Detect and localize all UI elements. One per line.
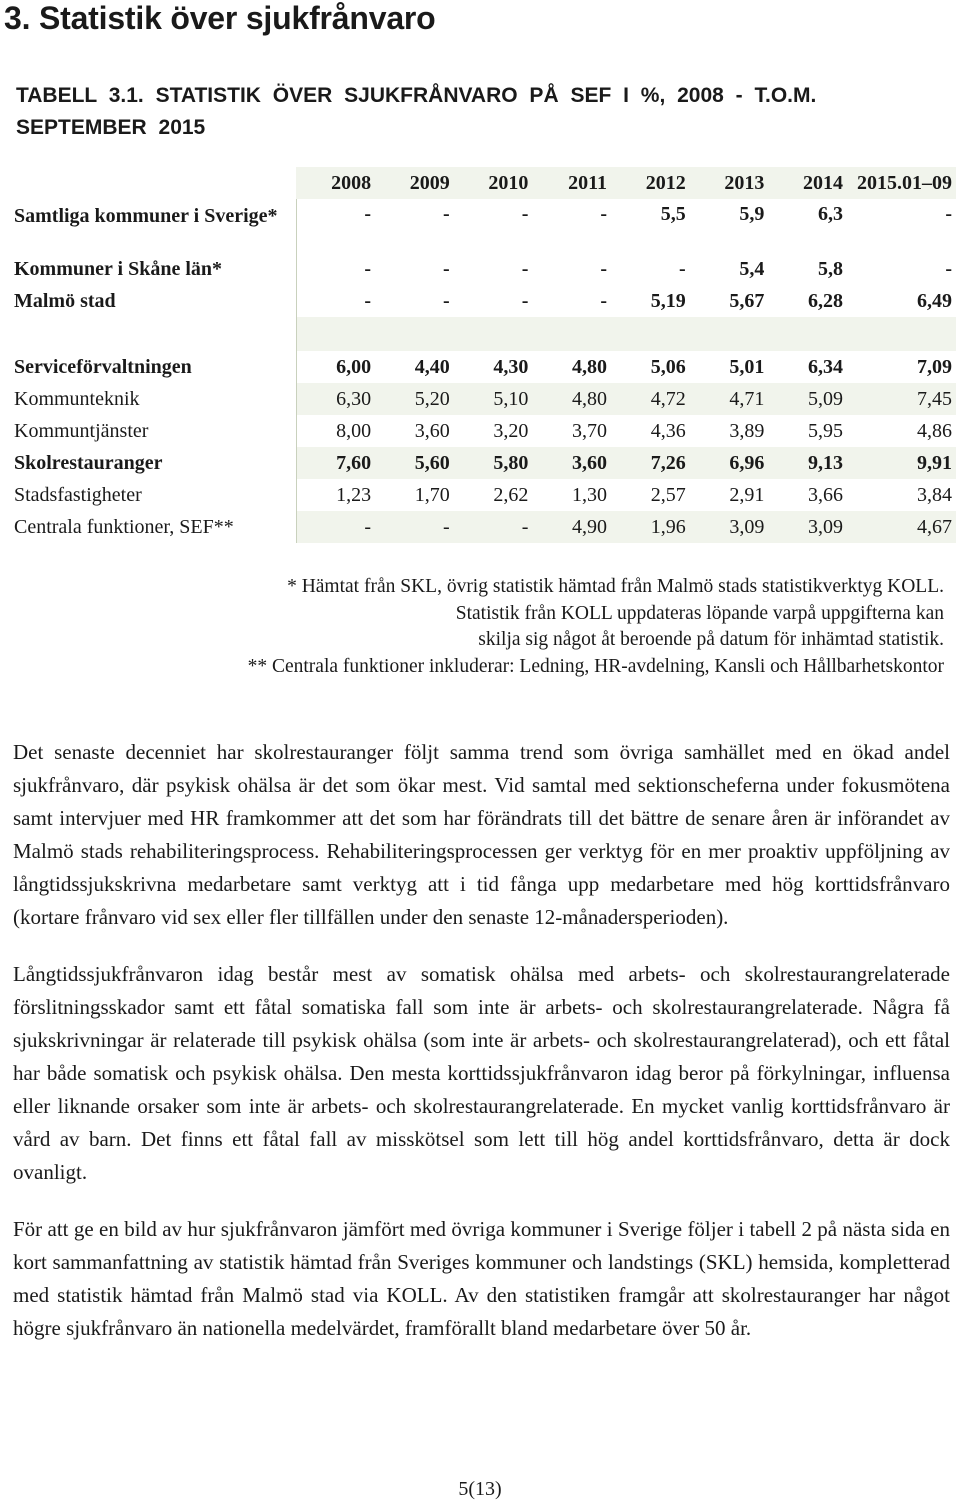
table-cell: 1,23	[336, 483, 372, 506]
table-cell: 4,36	[650, 419, 686, 442]
table-cell: -	[600, 289, 608, 312]
column-header: 2012	[611, 167, 690, 199]
table-cell: -	[521, 203, 529, 225]
table-cell: 7,45	[847, 383, 956, 415]
table-cell: 3,89	[729, 419, 765, 442]
table-cell: 4,30	[493, 355, 529, 378]
body-paragraph: För att ge en bild av hur sjukfrånvaron jämfört med övriga kommuner i Sverige följer i tabell 2 på nästa sida en kort sammanfattning av statistik hämtad från Sveriges kommuner och landstings (SKL) hemsida, kompletterad med statistik hämtad från Malmö stad via KOLL. Av den statistiken framgår att skolrestauranger har något högre sjukfrånvaro än nationella medelvärdet, framförallt bland medarbetare över 50 år.	[13, 1217, 950, 1340]
table-cell: 5,95	[808, 419, 843, 442]
table-cell: 6,3	[818, 203, 843, 225]
table-spacer-row	[12, 317, 956, 351]
table-cell: 5,19	[650, 289, 686, 312]
table-cell: 1,30	[572, 483, 608, 506]
table-cell: -	[679, 257, 686, 280]
table-cell: 6,96	[690, 447, 769, 479]
table-cell: 9,13	[768, 447, 847, 479]
table-row	[12, 285, 956, 317]
row-label: Stadsfastigheter	[12, 479, 296, 511]
table-cell: -	[945, 203, 952, 225]
table-cell: -	[443, 289, 450, 312]
table-row	[12, 199, 956, 253]
table-cell: 3,84	[917, 483, 952, 506]
header-blank-cell	[12, 167, 296, 199]
table-cell: 4,67	[847, 511, 956, 543]
footnote-line: ** Centrala funktioner inkluderar: Ledning, HR-avdelning, Kansli och Hållbarhetskontor	[247, 655, 944, 677]
table-cell: -	[364, 289, 372, 312]
table-header-row	[12, 167, 956, 199]
body-paragraph: Det senaste decenniet har skolrestauranger följt samma trend som övriga samhället med en ökad andel sjukfrånvaro, där psykisk ohälsa är det som ökar mest. Vid samtal med sektionscheferna under fokusmötena samt intervjuer med HR framkommer att det som har förändrats till det bättre de senare åren är införandet av Malmö stads rehabiliteringsprocess. Rehabiliteringsprocessen ger verktyg för en mer proaktiv uppföljning av långtidssjukskrivna medarbetare samt verktyg att i tid fånga upp medarbetare med hög korttidsfrånvaro (kortare frånvaro vid sex eller fler tillfällen under den senaste 12-månadersperioden).	[13, 740, 950, 929]
table-cell: 2,91	[729, 483, 765, 506]
column-header: 2015.01–09	[847, 167, 956, 199]
footnote-line: * Hämtat från SKL, övrig statistik hämtad från Malmö stads statistikverktyg KOLL.	[287, 576, 944, 597]
table-caption: TABELL 3.1. STATISTIK ÖVER SJUKFRÅNVARO PÅ SEF I %, 2008 - T.O.M. SEPTEMBER 2015	[16, 84, 817, 139]
table-cell: 5,4	[739, 257, 765, 280]
table-cell: -	[443, 257, 450, 280]
table-cell: 7,60	[296, 447, 375, 479]
spacer-cell	[12, 317, 296, 351]
row-label: Malmö stad	[12, 285, 296, 317]
table-cell: 9,91	[847, 447, 956, 479]
table-cell: 2,62	[493, 483, 529, 506]
table-cell: 5,10	[454, 383, 533, 415]
table-cell: 3,70	[572, 419, 608, 442]
table-cell: 5,5	[660, 203, 686, 225]
table-cell: -	[600, 257, 608, 280]
row-label: Serviceförvaltningen	[12, 351, 296, 383]
table-cell: -	[296, 511, 375, 543]
table-cell: -	[945, 257, 952, 280]
table-row	[12, 447, 956, 479]
table-cell: 8,00	[336, 419, 372, 442]
table-cell: 3,09	[690, 511, 769, 543]
table-cell: -	[364, 257, 372, 280]
table-cell: 3,09	[768, 511, 847, 543]
table-cell: 2,57	[650, 483, 686, 506]
table-cell: 5,9	[739, 203, 765, 225]
table-cell: 5,09	[768, 383, 847, 415]
column-header: 2009	[375, 167, 454, 199]
footnote-line: skilja sig något åt beroende på datum för inhämtad statistik.	[478, 629, 944, 650]
table-cell: 5,80	[454, 447, 533, 479]
table-cell: 6,28	[808, 289, 843, 312]
table-row	[12, 415, 956, 447]
spacer-cell	[296, 317, 956, 351]
row-label: Samtliga kommuner i Sverige*	[12, 199, 296, 253]
table-cell: 4,71	[690, 383, 769, 415]
table-cell: -	[521, 257, 529, 280]
table-cell: 5,67	[729, 289, 765, 312]
table-cell: 6,00	[336, 355, 372, 378]
row-label: Kommuntjänster	[12, 415, 296, 447]
column-header: 2011	[532, 167, 611, 199]
table-footnotes	[144, 574, 944, 680]
table-cell: 4,40	[414, 355, 450, 378]
table-cell: 6,34	[808, 355, 843, 378]
column-header: 2010	[454, 167, 533, 199]
table-cell: 3,60	[414, 419, 450, 442]
table-cell: 4,90	[532, 511, 611, 543]
table-cell: -	[364, 203, 372, 225]
table-cell: 5,8	[818, 257, 843, 280]
table-cell: 1,96	[611, 511, 690, 543]
table-cell: 3,20	[493, 419, 529, 442]
body-text	[13, 736, 950, 1369]
table-cell: 5,20	[375, 383, 454, 415]
row-label: Centrala funktioner, SEF**	[12, 511, 296, 543]
table-cell: 4,80	[572, 355, 608, 378]
table-cell: 5,06	[650, 355, 686, 378]
page-number: 5(13)	[458, 1478, 502, 1500]
column-header: 2013	[690, 167, 769, 199]
table-row	[12, 351, 956, 383]
column-header: 2008	[296, 167, 375, 199]
table-cell: -	[521, 289, 529, 312]
table-cell: 7,09	[917, 355, 952, 378]
table-row	[12, 253, 956, 285]
table-cell: 6,49	[917, 289, 952, 312]
row-label: Kommunteknik	[12, 383, 296, 415]
sick-leave-table	[12, 167, 956, 543]
table-cell: 5,01	[729, 355, 765, 378]
row-label: Skolrestauranger	[12, 447, 296, 479]
row-label: Kommuner i Skåne län*	[12, 253, 296, 285]
table-cell: -	[375, 511, 454, 543]
table-row	[12, 511, 956, 543]
table-cell: 3,60	[532, 447, 611, 479]
footnote-line: Statistik från KOLL uppdateras löpande varpå uppgifterna kan	[455, 602, 944, 624]
table-row	[12, 383, 956, 415]
body-paragraph: Långtidssjukfrånvaron idag består mest av somatisk ohälsa med arbets- och skolrestaurangrelaterade förslitningsskador samt ett fåtal somatiska fall som inte är arbets- och skolrestaurangrelaterade. Några få sjukskrivningar är relaterade till psykisk ohälsa (som inte är arbets- och skolrestaurangrelaterad), och ett fåtal har både somatisk och psykisk ohälsa. Den mesta korttidssjukfrånvaron idag beror på förkylningar, influensa eller liknande orsaker som inte är arbets- och skolrestaurangrelaterade. En mycket vanlig korttidsfrånvaro är vård av barn. Det finns ett fåtal fall av misskötsel som lett till hög andel korttidsfrånvaro, detta är dock ovanligt.	[13, 962, 950, 1184]
table-cell: 4,86	[917, 419, 952, 442]
table-cell: 1,70	[414, 483, 450, 506]
section-heading: 3. Statistik över sjukfrånvaro	[4, 0, 436, 36]
table-cell: 5,60	[375, 447, 454, 479]
table-cell: 3,66	[808, 483, 843, 506]
table-cell: 4,72	[611, 383, 690, 415]
table-cell: -	[454, 511, 533, 543]
column-header: 2014	[768, 167, 847, 199]
table-cell: -	[600, 203, 608, 225]
table-cell: -	[443, 203, 450, 225]
table-cell: 7,26	[611, 447, 690, 479]
table-row	[12, 479, 956, 511]
table-cell: 6,30	[296, 383, 375, 415]
table-cell: 4,80	[532, 383, 611, 415]
